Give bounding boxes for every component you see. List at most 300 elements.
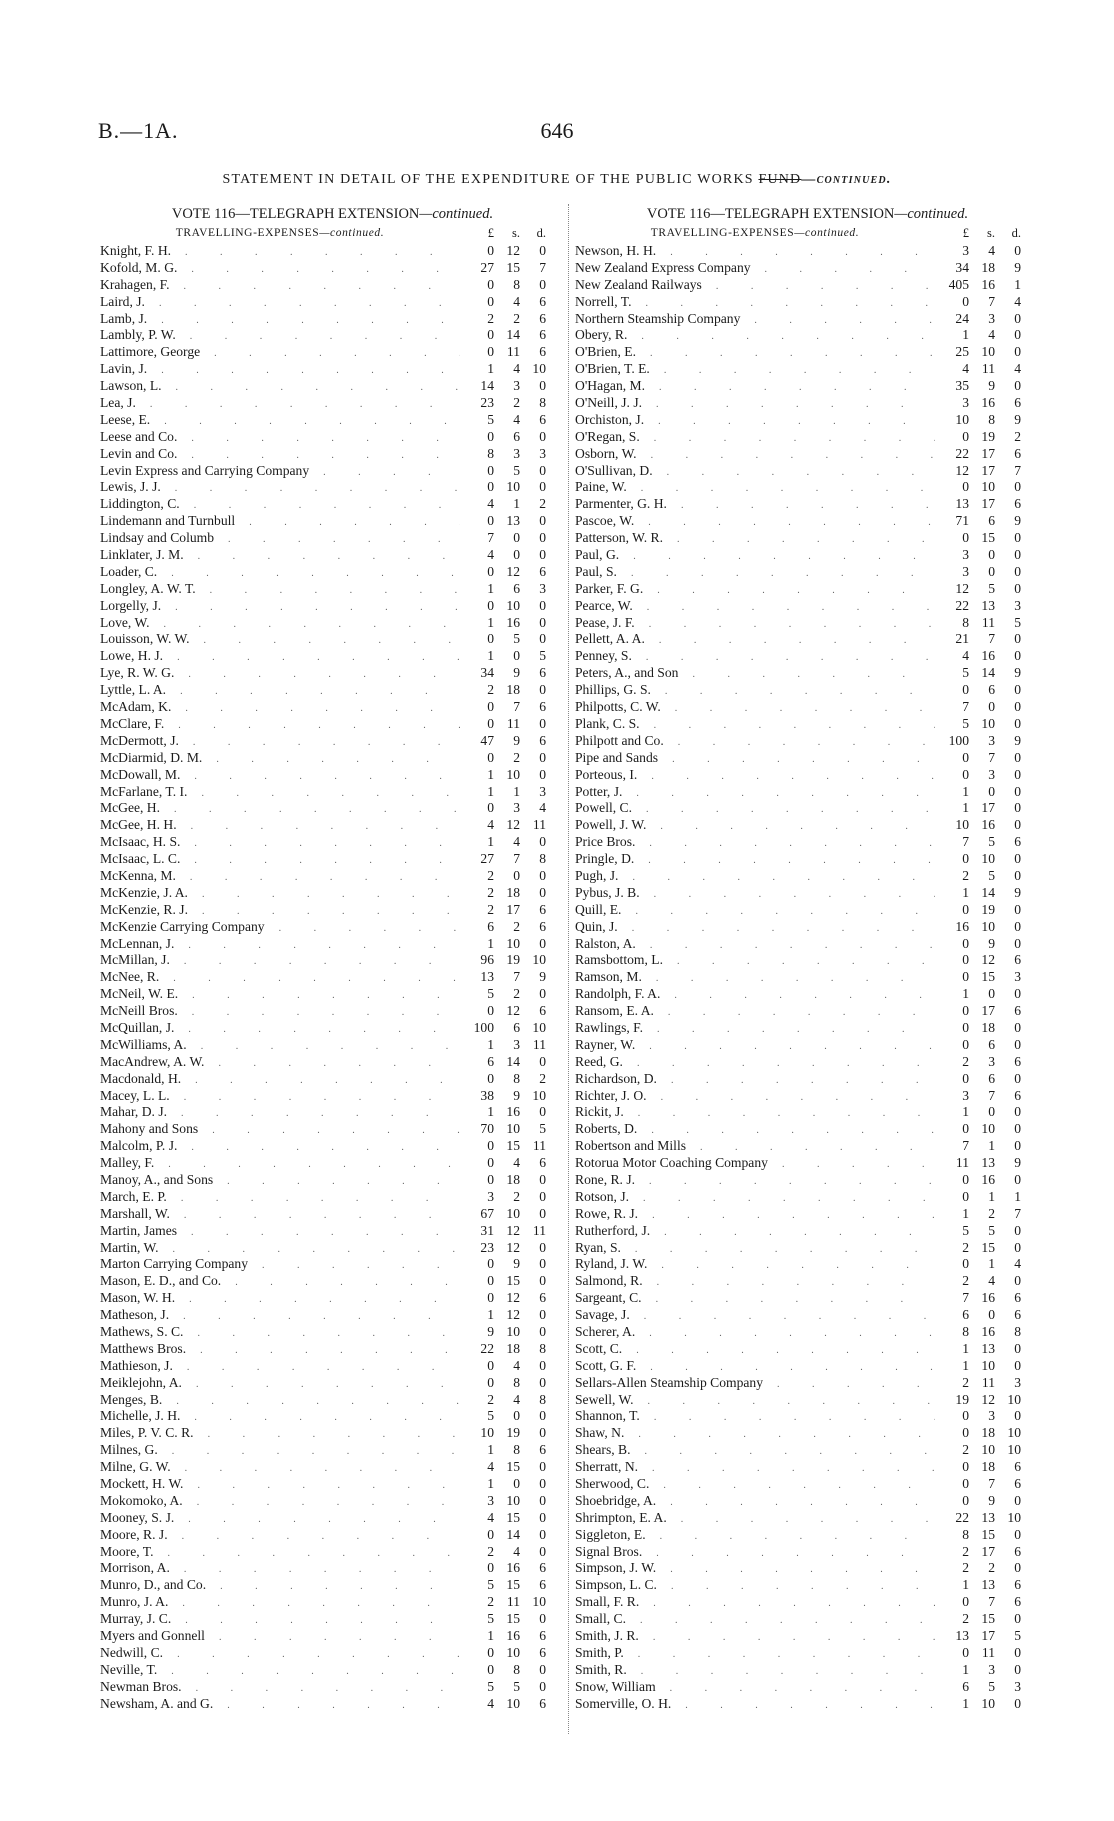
amount-pounds: 2 — [462, 682, 494, 699]
payee-name: Norrell, T. . . . — [575, 294, 935, 313]
amount-shillings: 7 — [496, 969, 520, 986]
amount-shillings: 12 — [496, 243, 520, 260]
expense-row — [575, 1408, 1040, 1425]
payee-name: Powell, J. W. . . . — [575, 817, 935, 836]
amount-pence: 10 — [999, 1425, 1021, 1442]
amount-pence: 6 — [524, 919, 546, 936]
amount-shillings: 0 — [971, 699, 995, 716]
payee-name: McMillan, J. . . . — [100, 952, 460, 971]
expense-row — [100, 1425, 565, 1442]
amount-shillings: 9 — [496, 1256, 520, 1273]
page-number: 646 — [540, 118, 574, 143]
payee-name: McGee, H. H. . . . — [100, 817, 460, 836]
payee-name: McWilliams, A. . . . — [100, 1037, 460, 1056]
amount-pounds: 8 — [462, 446, 494, 463]
amount-pounds: 2 — [937, 1240, 969, 1257]
column-divider — [568, 204, 569, 1734]
amount-pounds: 24 — [937, 311, 969, 328]
amount-pounds: 0 — [937, 530, 969, 547]
amount-pounds: 1 — [462, 1442, 494, 1459]
amount-shillings: 5 — [971, 868, 995, 885]
expense-row — [575, 1071, 1040, 1088]
amount-pence: 0 — [524, 631, 546, 648]
amount-pence: 0 — [524, 1679, 546, 1696]
amount-pence: 6 — [999, 1544, 1021, 1561]
amount-pence: 6 — [999, 834, 1021, 851]
expense-row — [100, 1392, 565, 1409]
expense-row — [575, 446, 1040, 463]
amount-pounds: 6 — [937, 1307, 969, 1324]
expense-row — [575, 564, 1040, 581]
right-column — [575, 204, 1040, 1712]
payee-name: Leese, E. . . . — [100, 412, 460, 431]
amount-shillings: 8 — [971, 412, 995, 429]
amount-shillings: 11 — [971, 615, 995, 632]
amount-shillings: 2 — [971, 1206, 995, 1223]
expense-row — [575, 716, 1040, 733]
expense-row — [575, 277, 1040, 294]
payee-name: Mathieson, J. . . . — [100, 1358, 460, 1377]
amount-pounds: 12 — [937, 463, 969, 480]
expense-row — [100, 1493, 565, 1510]
expense-row — [575, 1256, 1040, 1273]
amount-pence: 0 — [524, 750, 546, 767]
amount-pounds: 0 — [462, 294, 494, 311]
amount-pence: 5 — [524, 648, 546, 665]
expense-row — [100, 1172, 565, 1189]
expense-row — [575, 1121, 1040, 1138]
expense-row — [575, 1611, 1040, 1628]
amount-pounds: 0 — [937, 1408, 969, 1425]
amount-pence: 6 — [524, 1155, 546, 1172]
payee-name: Mokomoko, A. . . . — [100, 1493, 460, 1512]
expense-row — [100, 327, 565, 344]
payee-name: Rone, R. J. . . . — [575, 1172, 935, 1191]
expense-row — [575, 547, 1040, 564]
amount-pounds: 0 — [462, 344, 494, 361]
amount-pounds: 27 — [462, 260, 494, 277]
amount-shillings: 5 — [971, 1223, 995, 1240]
amount-pounds: 2 — [937, 1611, 969, 1628]
payee-name: McKenzie Carrying Company . . . — [100, 919, 460, 938]
amount-pounds: 0 — [462, 631, 494, 648]
amount-shillings: 6 — [971, 682, 995, 699]
payee-name: Paine, W. . . . — [575, 479, 935, 498]
expense-row — [100, 631, 565, 648]
payee-name: Lyttle, L. A. . . . — [100, 682, 460, 701]
expense-row — [575, 1476, 1040, 1493]
payee-name: O'Brien, E. . . . — [575, 344, 935, 363]
amount-pence: 0 — [524, 1425, 546, 1442]
expense-row — [100, 429, 565, 446]
amount-pence: 0 — [999, 1662, 1021, 1679]
amount-shillings: 9 — [971, 378, 995, 395]
expense-row — [575, 1510, 1040, 1527]
payee-name: Miles, P. V. C. R. . . . — [100, 1425, 460, 1444]
amount-shillings: 15 — [496, 260, 520, 277]
amount-pence: 6 — [524, 327, 546, 344]
expense-row — [100, 1240, 565, 1257]
payee-name: Mason, W. H. . . . — [100, 1290, 460, 1309]
amount-pounds: 0 — [937, 682, 969, 699]
payee-name: McFarlane, T. I. . . . — [100, 784, 460, 803]
amount-pounds: 1 — [937, 1696, 969, 1713]
amount-pence: 6 — [999, 446, 1021, 463]
expense-row — [100, 1020, 565, 1037]
expense-row — [575, 496, 1040, 513]
amount-shillings: 12 — [971, 1392, 995, 1409]
payee-name: Patterson, W. R. . . . — [575, 530, 935, 549]
amount-pounds: 67 — [462, 1206, 494, 1223]
amount-pounds: 0 — [937, 1645, 969, 1662]
expense-row — [575, 1594, 1040, 1611]
amount-pence: 0 — [999, 851, 1021, 868]
amount-shillings: 15 — [971, 1611, 995, 1628]
expense-row — [575, 1459, 1040, 1476]
payee-name: O'Hagan, M. . . . — [575, 378, 935, 397]
amount-pounds: 0 — [462, 750, 494, 767]
amount-shillings: 0 — [971, 1307, 995, 1324]
payee-name: New Zealand Railways . . . — [575, 277, 935, 296]
expense-row — [100, 1611, 565, 1628]
amount-pence: 0 — [524, 1324, 546, 1341]
amount-shillings: 11 — [496, 344, 520, 361]
amount-pounds: 1 — [462, 361, 494, 378]
amount-shillings: 9 — [496, 1088, 520, 1105]
payee-name: Levin Express and Carrying Company . . . — [100, 463, 460, 482]
amount-pence: 0 — [524, 1408, 546, 1425]
amount-pounds: 1 — [462, 936, 494, 953]
payee-name: Sewell, W. . . . — [575, 1392, 935, 1411]
expense-row — [100, 1544, 565, 1561]
amount-pounds: 71 — [937, 513, 969, 530]
pounds-header: £ — [487, 226, 494, 240]
payee-name: Lamb, J. . . . — [100, 311, 460, 330]
amount-pounds: 3 — [937, 1088, 969, 1105]
amount-pounds: 0 — [937, 1003, 969, 1020]
amount-shillings: 14 — [496, 327, 520, 344]
amount-shillings: 4 — [496, 361, 520, 378]
amount-pence: 0 — [999, 902, 1021, 919]
amount-pounds: 2 — [937, 1054, 969, 1071]
payee-name: Siggleton, E. . . . — [575, 1527, 935, 1546]
expense-row — [100, 969, 565, 986]
amount-pounds: 2 — [937, 1442, 969, 1459]
amount-shillings: 10 — [496, 598, 520, 615]
amount-shillings: 17 — [971, 1003, 995, 1020]
expense-row — [575, 1442, 1040, 1459]
amount-shillings: 10 — [971, 919, 995, 936]
amount-pence: 5 — [524, 1121, 546, 1138]
amount-pounds: 0 — [937, 1172, 969, 1189]
payee-name: Malley, F. . . . — [100, 1155, 460, 1174]
amount-pounds: 1 — [937, 800, 969, 817]
expense-row — [100, 1037, 565, 1054]
payee-name: MacAndrew, A. W. . . . — [100, 1054, 460, 1073]
payee-name: Simpson, L. C. . . . — [575, 1577, 935, 1596]
pounds-header: £ — [962, 226, 969, 240]
payee-name: Simpson, J. W. . . . — [575, 1560, 935, 1579]
payee-name: Penney, S. . . . — [575, 648, 935, 667]
amount-pence: 0 — [999, 1358, 1021, 1375]
payee-name: Mathews, S. C. . . . — [100, 1324, 460, 1343]
amount-pounds: 11 — [937, 1155, 969, 1172]
payee-name: March, E. P. . . . — [100, 1189, 460, 1208]
amount-pounds: 0 — [462, 1375, 494, 1392]
amount-shillings: 9 — [496, 665, 520, 682]
amount-pounds: 0 — [937, 952, 969, 969]
amount-pence: 8 — [524, 395, 546, 412]
amount-shillings: 4 — [496, 294, 520, 311]
amount-shillings: 18 — [496, 1172, 520, 1189]
amount-pounds: 4 — [462, 1459, 494, 1476]
amount-pence: 6 — [524, 1696, 546, 1713]
amount-pounds: 5 — [937, 1223, 969, 1240]
payee-name: Moore, R. J. . . . — [100, 1527, 460, 1546]
amount-pounds: 1 — [937, 986, 969, 1003]
amount-shillings: 0 — [496, 868, 520, 885]
payee-name: Philpott and Co. . . . — [575, 733, 935, 752]
payee-name: Rowe, R. J. . . . — [575, 1206, 935, 1225]
amount-pence: 0 — [524, 513, 546, 530]
payee-name: Quill, E. . . . — [575, 902, 935, 921]
payee-name: Malcolm, P. J. . . . — [100, 1138, 460, 1157]
amount-pounds: 10 — [937, 817, 969, 834]
expense-row — [575, 1172, 1040, 1189]
amount-pence: 0 — [999, 1341, 1021, 1358]
amount-pounds: 0 — [937, 1037, 969, 1054]
payee-name: Loader, C. . . . — [100, 564, 460, 583]
amount-pounds: 1 — [462, 1037, 494, 1054]
payee-name: McNeill Bros. . . . — [100, 1003, 460, 1022]
amount-shillings: 10 — [496, 1206, 520, 1223]
expense-row — [100, 1223, 565, 1240]
amount-pence: 0 — [999, 378, 1021, 395]
expense-row — [100, 868, 565, 885]
amount-pounds: 34 — [937, 260, 969, 277]
amount-pounds: 1 — [462, 615, 494, 632]
payee-name: Ransom, E. A. . . . — [575, 1003, 935, 1022]
amount-shillings: 4 — [496, 1358, 520, 1375]
payee-name: Pipe and Sands . . . — [575, 750, 935, 769]
amount-pounds: 0 — [462, 1138, 494, 1155]
amount-pence: 0 — [524, 547, 546, 564]
amount-shillings: 6 — [496, 1020, 520, 1037]
amount-shillings: 1 — [971, 1256, 995, 1273]
amount-pence: 3 — [999, 598, 1021, 615]
payee-name: Rotson, J. . . . — [575, 1189, 935, 1208]
statement-title-fund: FUND — [758, 172, 802, 187]
amount-pence: 0 — [999, 750, 1021, 767]
payee-name: Mahony and Sons . . . — [100, 1121, 460, 1140]
vote-title: VOTE 116—TELEGRAPH EXTENSION — [171, 206, 420, 222]
expense-row — [100, 902, 565, 919]
amount-pence: 0 — [999, 1172, 1021, 1189]
amount-pounds: 0 — [937, 1459, 969, 1476]
amount-pence: 0 — [524, 1307, 546, 1324]
amount-shillings: 7 — [971, 750, 995, 767]
payee-name: Ramsbottom, L. . . . — [575, 952, 935, 971]
amount-pence: 0 — [524, 1273, 546, 1290]
amount-shillings: 12 — [496, 1307, 520, 1324]
amount-shillings: 0 — [496, 648, 520, 665]
amount-pence: 6 — [999, 952, 1021, 969]
amount-pence: 5 — [999, 1628, 1021, 1645]
amount-pounds: 0 — [937, 1020, 969, 1037]
expense-row — [100, 1679, 565, 1696]
amount-shillings: 2 — [496, 919, 520, 936]
amount-pence: 11 — [524, 817, 546, 834]
expense-row — [575, 1155, 1040, 1172]
amount-pence: 0 — [999, 784, 1021, 801]
amount-pence: 0 — [524, 868, 546, 885]
expense-row — [575, 648, 1040, 665]
amount-shillings: 11 — [496, 716, 520, 733]
amount-pence: 8 — [524, 1392, 546, 1409]
payee-name: Ryland, J. W. . . . — [575, 1256, 935, 1275]
payee-name: Savage, J. . . . — [575, 1307, 935, 1326]
amount-shillings: 10 — [971, 344, 995, 361]
amount-shillings: 13 — [496, 513, 520, 530]
expense-row — [575, 1560, 1040, 1577]
expense-row — [575, 243, 1040, 260]
amount-shillings: 11 — [971, 1375, 995, 1392]
amount-pence: 2 — [524, 1071, 546, 1088]
amount-pounds: 22 — [937, 446, 969, 463]
amount-pence: 9 — [999, 733, 1021, 750]
amount-shillings: 17 — [971, 1544, 995, 1561]
amount-pence: 1 — [999, 1189, 1021, 1206]
payee-name: Pearce, W. . . . — [575, 598, 935, 617]
amount-shillings: 14 — [496, 1054, 520, 1071]
amount-pounds: 0 — [937, 750, 969, 767]
amount-pence: 9 — [999, 260, 1021, 277]
payee-name: Ramson, M. . . . — [575, 969, 935, 988]
amount-pounds: 1 — [937, 1577, 969, 1594]
expense-row — [575, 936, 1040, 953]
expense-row — [100, 1071, 565, 1088]
amount-shillings: 15 — [496, 1459, 520, 1476]
expense-row — [575, 378, 1040, 395]
amount-pence: 0 — [524, 682, 546, 699]
expense-row — [575, 1189, 1040, 1206]
amount-pounds: 1 — [937, 1341, 969, 1358]
amount-shillings: 15 — [496, 1138, 520, 1155]
amount-pence: 6 — [999, 1594, 1021, 1611]
amount-pence: 6 — [524, 1628, 546, 1645]
amount-shillings: 1 — [496, 784, 520, 801]
amount-pounds: 0 — [937, 851, 969, 868]
expense-row — [575, 429, 1040, 446]
amount-shillings: 6 — [496, 429, 520, 446]
payee-name: Salmond, R. . . . — [575, 1273, 935, 1292]
expense-row — [100, 936, 565, 953]
expense-row — [575, 868, 1040, 885]
amount-pounds: 0 — [462, 1003, 494, 1020]
vote-heading — [575, 204, 1040, 224]
amount-shillings: 10 — [971, 1358, 995, 1375]
amount-pence: 0 — [524, 1206, 546, 1223]
amount-pence: 0 — [999, 868, 1021, 885]
expense-row — [100, 885, 565, 902]
amount-pence: 10 — [999, 1510, 1021, 1527]
amount-pounds: 6 — [462, 919, 494, 936]
amount-shillings: 17 — [971, 1628, 995, 1645]
payee-name: Richter, J. O. . . . — [575, 1088, 935, 1107]
amount-pence: 0 — [999, 1104, 1021, 1121]
amount-pounds: 1 — [462, 834, 494, 851]
payee-name: Sargeant, C. . . . — [575, 1290, 935, 1309]
amount-shillings: 3 — [496, 800, 520, 817]
amount-pence: 0 — [999, 564, 1021, 581]
amount-pence: 0 — [999, 936, 1021, 953]
expense-row — [100, 699, 565, 716]
expense-row — [575, 395, 1040, 412]
amount-pounds: 6 — [937, 1679, 969, 1696]
amount-shillings: 7 — [971, 631, 995, 648]
expense-row — [100, 615, 565, 632]
amount-shillings: 15 — [496, 1611, 520, 1628]
expense-row — [100, 260, 565, 277]
amount-pounds: 5 — [462, 412, 494, 429]
amount-pounds: 3 — [937, 243, 969, 260]
expense-row — [575, 1425, 1040, 1442]
amount-shillings: 11 — [971, 361, 995, 378]
expense-row — [100, 378, 565, 395]
expense-row — [575, 598, 1040, 615]
amount-shillings: 17 — [496, 902, 520, 919]
amount-pounds: 35 — [937, 378, 969, 395]
amount-pence: 6 — [524, 665, 546, 682]
amount-pounds: 10 — [937, 412, 969, 429]
expense-row — [100, 598, 565, 615]
amount-shillings: 16 — [496, 1560, 520, 1577]
amount-shillings: 10 — [971, 1121, 995, 1138]
payee-name: Powell, C. . . . — [575, 800, 935, 819]
amount-pounds: 13 — [462, 969, 494, 986]
amount-pence: 6 — [999, 1476, 1021, 1493]
payee-name: Mockett, H. W. . . . — [100, 1476, 460, 1495]
payee-name: Randolph, F. A. . . . — [575, 986, 935, 1005]
expense-row — [575, 885, 1040, 902]
expense-row — [100, 1577, 565, 1594]
payee-name: Ryan, S. . . . — [575, 1240, 935, 1259]
expense-list — [100, 243, 565, 1712]
expense-row — [575, 344, 1040, 361]
payee-name: Lavin, J. . . . — [100, 361, 460, 380]
expense-row — [575, 699, 1040, 716]
amount-pence: 0 — [999, 800, 1021, 817]
payee-name: Matthews Bros. . . . — [100, 1341, 460, 1360]
amount-shillings: 1 — [971, 1138, 995, 1155]
payee-name: Smith, J. R. . . . — [575, 1628, 935, 1647]
payee-name: McDiarmid, D. M. . . . — [100, 750, 460, 769]
amount-pence: 8 — [524, 851, 546, 868]
amount-pence: 6 — [524, 311, 546, 328]
amount-pence: 6 — [524, 1577, 546, 1594]
amount-pence: 10 — [999, 1392, 1021, 1409]
expense-row — [100, 496, 565, 513]
amount-pounds: 0 — [462, 1560, 494, 1577]
subhead-row — [575, 224, 1040, 243]
amount-shillings: 10 — [496, 1324, 520, 1341]
amount-shillings: 17 — [971, 496, 995, 513]
payee-name: Small, C. . . . — [575, 1611, 935, 1630]
payee-name: Moore, T. . . . — [100, 1544, 460, 1563]
amount-pounds: 0 — [937, 429, 969, 446]
expense-row — [575, 1104, 1040, 1121]
expense-row — [100, 1307, 565, 1324]
